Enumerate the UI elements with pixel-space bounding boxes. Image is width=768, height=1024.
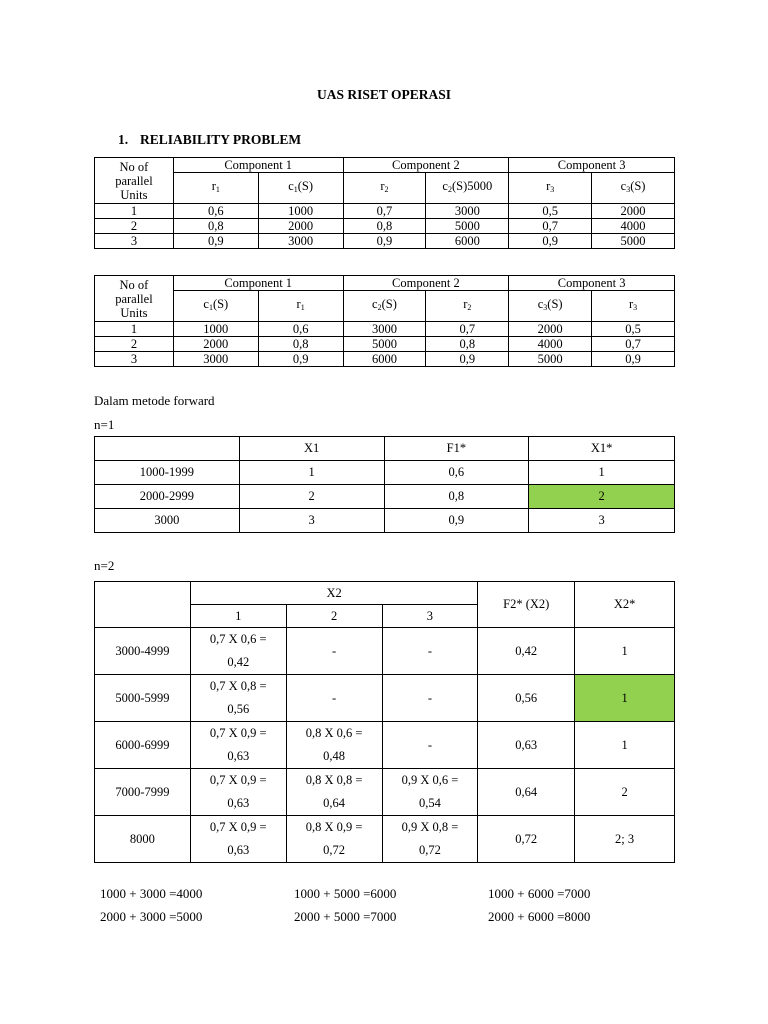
highlighted-cell: 2: [529, 485, 675, 509]
sub-header: $r_2$: [343, 173, 426, 204]
component-header: Component 2: [343, 158, 509, 173]
table-row: 1 1000 0,6 3000 0,7 2000 0,5: [95, 322, 675, 337]
highlighted-cell: 1: [575, 675, 675, 722]
component-header: Component 1: [173, 158, 343, 173]
n1-label: n=1: [94, 417, 115, 432]
sub-header: $c_3(S)$: [592, 173, 675, 204]
sub-header: $r_3$: [592, 291, 675, 322]
table-row: 8000 0,7 X 0,9 = 0,63 0,8 X 0,9 = 0,72 0,9 X 0,8 = 0,72 0,72 2; 3: [95, 816, 675, 863]
x2-header: X2: [190, 582, 477, 605]
sub-header: $r_1$: [258, 291, 343, 322]
sum-line: 2000 + 5000 =7000: [294, 909, 397, 924]
table-row: 2 0,8 2000 0,8 5000 0,7 4000: [95, 219, 675, 234]
table-row: 5000-5999 0,7 X 0,8 = 0,56 - - 0,56 1: [95, 675, 675, 722]
stage-2-table: X2 F2* (X2) X2* 1 2 3 3000-4999 0,7 X 0,6 = 0,42 - - 0,42 1 5000-5999 0,7 X 0,8 = 0,56 - - 0,56 1 6000-6999 0,7 X 0,9 = 0,63 0,8 X 0,6 = 0,48 - 0,63 1 7000-7999 0,7 X 0,9 = 0,63 0,8 X 0,8 = 0,64 0,9 X 0,6 = 0,54 0,64 2 8000 0,7 X 0,9 = 0,63 0,8 X 0,9 = 0,72 0,9 X 0,8 = 0,72 0,72 2; 3: [94, 581, 675, 863]
component-header: Component 3: [509, 158, 675, 173]
table-row: 2000-2999 2 0,8 2: [95, 485, 675, 509]
table-header-row: X1 F1* X1*: [95, 437, 675, 461]
corner-line: parallel: [115, 291, 153, 306]
empty-corner: [95, 582, 191, 628]
table-row: 3000 3 0,9 3: [95, 509, 675, 533]
corner-cell: [95, 158, 174, 204]
n2-label: n=2: [94, 558, 115, 573]
x2star-header: X2*: [575, 582, 675, 628]
table-row: 7000-7999 0,7 X 0,9 = 0,63 0,8 X 0,8 = 0,64 0,9 X 0,6 = 0,54 0,64 2: [95, 769, 675, 816]
corner-line: No of: [119, 159, 149, 174]
sub-header: $r_2$: [426, 291, 509, 322]
corner-line: Units: [120, 305, 148, 320]
table-row: 3 0,9 3000 0,9 6000 0,9 5000: [95, 234, 675, 249]
sub-header: $c_2(S)$: [343, 291, 426, 322]
page-title: UAS RISET OPERASI: [316, 87, 452, 102]
table-row: 3 3000 0,9 6000 0,9 5000 0,9: [95, 352, 675, 367]
table-row: 1 0,6 1000 0,7 3000 0,5 2000: [95, 204, 675, 219]
sub-header: $c_3(S)$: [509, 291, 592, 322]
component-header: Component 2: [343, 276, 509, 291]
section-title: RELIABILITY PROBLEM: [140, 132, 302, 147]
component-header: Component 3: [509, 276, 675, 291]
section-number: 1.: [118, 132, 129, 147]
sub-header: $c_2(S)5000$: [426, 173, 509, 204]
table-row: 2 2000 0,8 5000 0,8 4000 0,7: [95, 337, 675, 352]
stage-1-table: [94, 436, 675, 533]
f2-header: F2* (X2): [478, 582, 575, 628]
reliability-table-1: [94, 157, 675, 249]
corner-line: Units: [120, 187, 148, 202]
corner-line: No of: [119, 277, 149, 292]
method-text: Dalam metode forward: [94, 393, 215, 408]
sub-header: $c_1(S)$: [173, 291, 258, 322]
component-header: Component 1: [173, 276, 343, 291]
table-row: 1000-1999 1 0,6 1: [95, 461, 675, 485]
sum-line: 1000 + 3000 =4000: [100, 886, 203, 901]
sub-header: $r_1$: [173, 173, 258, 204]
sum-line: 1000 + 6000 =7000: [488, 886, 591, 901]
sum-line: 2000 + 3000 =5000: [100, 909, 203, 924]
reliability-table-2: [94, 275, 675, 367]
sub-header: $c_1(S)$: [258, 173, 343, 204]
sum-line: 2000 + 6000 =8000: [488, 909, 591, 924]
sub-header: $r_3$: [509, 173, 592, 204]
corner-line: parallel: [115, 173, 153, 188]
sum-line: 1000 + 5000 =6000: [294, 886, 397, 901]
table-row: 6000-6999 0,7 X 0,9 = 0,63 0,8 X 0,6 = 0,48 - 0,63 1: [95, 722, 675, 769]
table-row: 3000-4999 0,7 X 0,6 = 0,42 - - 0,42 1: [95, 628, 675, 675]
corner-cell: [95, 276, 174, 322]
